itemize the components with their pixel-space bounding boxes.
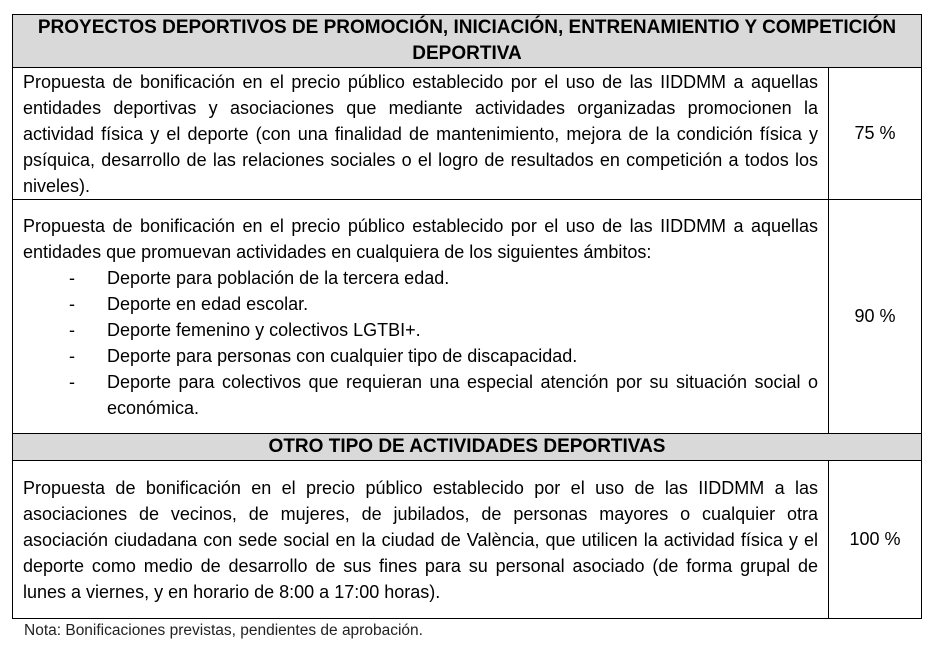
row-description: Propuesta de bonificación en el precio público establecido por el uso de las IIDDMM a las asociaciones de vecinos, de mujeres, de jubilados, de personas mayores o cualquier otra asociación ciudadana con sede social en la ciudad de València, que utilicen la actividad física y el deporte como medio de desarrollo de sus fines para su personal asociado (de forma grupal de lunes a viernes, y en horario de 8:00 a 17:00 horas).	[13, 461, 829, 619]
section-header-other: OTRO TIPO DE ACTIVIDADES DEPORTIVAS	[13, 434, 922, 461]
list-item	[23, 343, 818, 369]
row-percentage: 90 %	[829, 200, 922, 434]
row-description-with-list	[13, 200, 829, 434]
bullet-dash: -	[69, 371, 75, 392]
bullet-dash: -	[69, 319, 75, 340]
bullet-dash: -	[69, 345, 75, 366]
row-percentage: 75 %	[829, 68, 922, 200]
list-item	[23, 369, 818, 421]
table-row	[13, 461, 922, 619]
row-description: Propuesta de bonificación en el precio público establecido por el uso de las IIDDMM a aquellas entidades que promuevan actividades en cualquiera de los siguientes ámbitos:	[23, 215, 818, 262]
list-item	[23, 317, 818, 343]
section-header-promotion: PROYECTOS DEPORTIVOS DE PROMOCIÓN, INICIACIÓN, ENTRENAMIENTIO Y COMPETICIÓN DEPORTIVA	[13, 15, 922, 68]
list-item-text: Deporte para colectivos que requieran una especial atención por su situación social o económica.	[107, 371, 818, 418]
section-header-row	[13, 434, 922, 461]
list-item-text: Deporte para población de la tercera edad.	[107, 267, 450, 288]
bullet-dash: -	[69, 267, 75, 288]
list-item	[23, 265, 818, 291]
bullet-dash: -	[69, 293, 75, 314]
bonification-table	[12, 14, 922, 619]
row-percentage: 100 %	[829, 461, 922, 619]
table-row	[13, 68, 922, 200]
list-item-text: Deporte para personas con cualquier tipo de discapacidad.	[107, 345, 578, 366]
table-row	[13, 200, 922, 434]
list-item	[23, 291, 818, 317]
footnote: Nota: Bonificaciones previstas, pendientes de aprobación.	[24, 622, 423, 639]
section-header-row	[13, 15, 922, 68]
list-item-text: Deporte en edad escolar.	[107, 293, 309, 314]
list-item-text: Deporte femenino y colectivos LGTBI+.	[107, 319, 421, 340]
scope-list	[23, 265, 818, 421]
row-description: Propuesta de bonificación en el precio público establecido por el uso de las IIDDMM a aquellas entidades deportivas y asociaciones que mediante actividades organizadas promocionen la actividad física y el deporte (con una finalidad de mantenimiento, mejora de la condición física y psíquica, desarrollo de las relaciones sociales o el logro de resultados en competición a todos los niveles).	[13, 68, 829, 200]
